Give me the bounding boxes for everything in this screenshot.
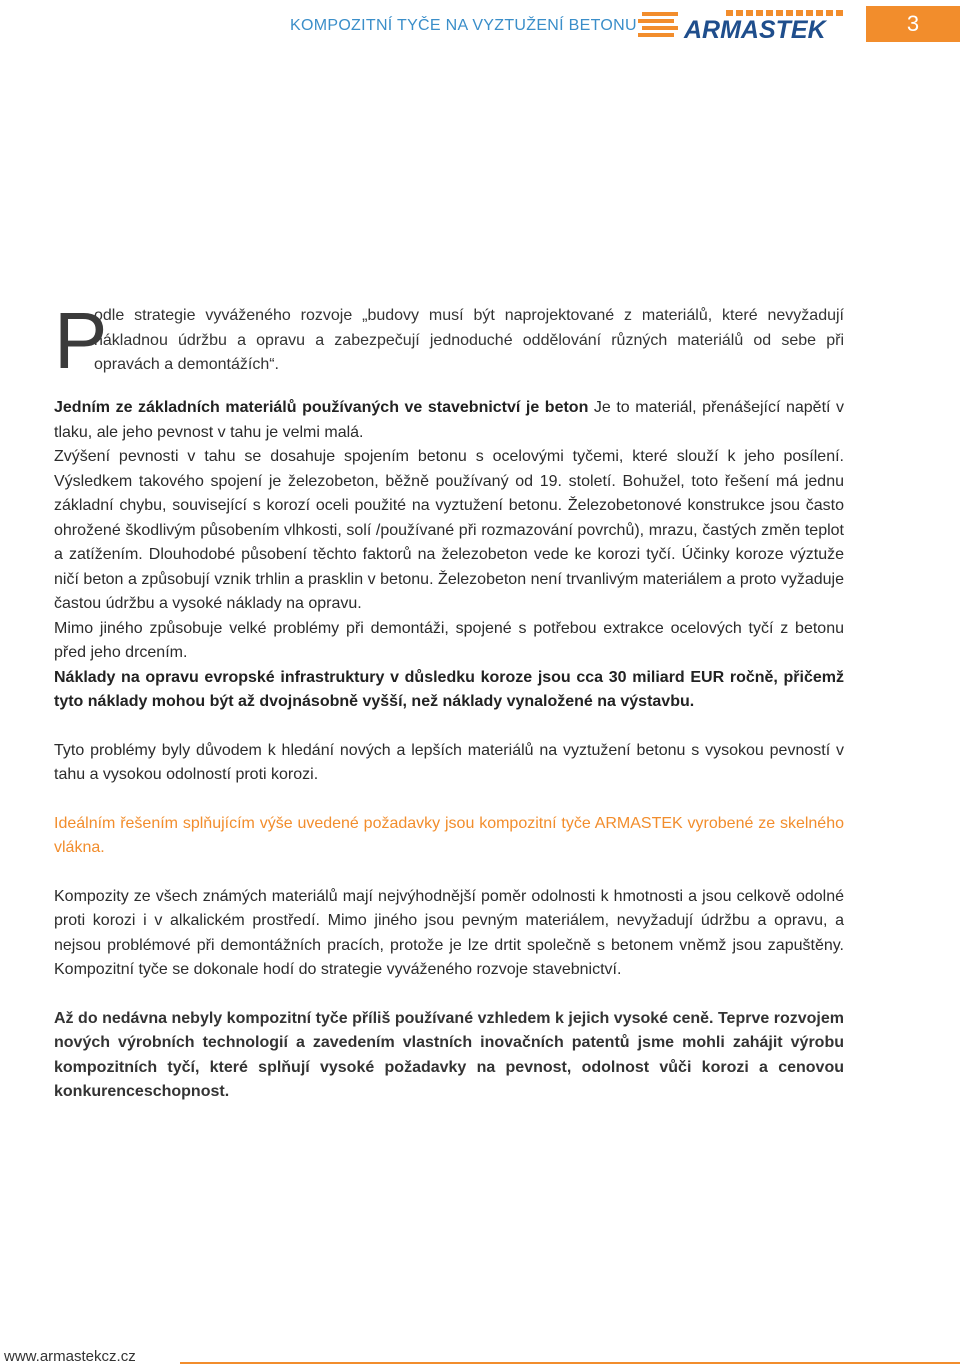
section1-body: Zvýšení pevnosti v tahu se dosahuje spojením betonu s ocelovými tyčemi, které slouží k jeho posílení. Výsledkem takového spojení je železobeton, běžně používaný od 19. století. Bohužel, toto řešení má jednu základní chybu, související s korozí oceli použité na vyztužení betonu. Železobetonové konstrukce jsou často ohrožené škodlivým působením vlhkosti, solí /používané při rozmazování povrchů), mrazu, častých změn teplot a zatížením. Dlouhodobé působení těchto faktorů na železobeton vede ke korozi tyčí. Účinky koroze výztuže ničí beton a způsobují vznik trhlin a prasklin v betonu. Železobeton není trvanlivým materiálem a proto vyžaduje častou údržbu a vysoké náklady na opravu. bbox=[54, 448, 844, 612]
page-number-text: 3 bbox=[906, 11, 920, 36]
footer-divider bbox=[180, 1362, 960, 1364]
section1-lead-rest: Je to materiál, přenášející napětí v tlaku, ale jeho pevnost v tahu je velmi malá. bbox=[54, 399, 845, 441]
section1-costs: Náklady na opravu evropské infrastruktury v důsledku koroze jsou cca 30 miliard EUR ročně, přičemž tyto náklady mohou být až dvojnásobně vyšší, než náklady vynaložené na výstavbu. bbox=[54, 668, 844, 710]
intro-text: odle strategie vyváženého rozvoje „budovy musí být naprojektované z materiálů, které nevyžadují nákladnou údržbu a opravu a zabezpečují jednoduché oddělování různých materiálů od sebe při opravách a demontážích“. bbox=[94, 307, 844, 373]
page-number bbox=[866, 6, 960, 42]
footer-url[interactable]: www.armastekcz.cz bbox=[4, 1348, 136, 1365]
section3-highlight: Ideálním řešením splňujícím výše uvedené požadavky jsou kompozitní tyče ARMASTEK vyrobené ze skelného vlákna. bbox=[54, 814, 844, 856]
section1-demontaz: Mimo jiného způsobuje velké problémy při demontáži, spojené s potřebou extrakce ocelových tyčí z betonu před jeho drcením. bbox=[54, 619, 844, 661]
main-content bbox=[54, 296, 845, 1105]
intro-paragraph bbox=[54, 296, 844, 385]
section5-text: Až do nedávna nebyly kompozitní tyče příliš používané vzhledem k jejich vysoké ceně. Teprve rozvojem nových výrobních technologií a zavedením vlastních inovačních patentů jsme mohli zahájit výrobu kompozitních tyčí, které splňují vysoké požadavky na pevnost, odolnost vůči korozi a cenovou konkurenceschopnost. bbox=[54, 1009, 844, 1100]
header-title: KOMPOZITNÍ TYČE NA VYZTUŽENÍ BETONU bbox=[290, 17, 637, 34]
section4-text: Kompozity ze všech známých materiálů mají nejvýhodnější poměr odolnosti k hmotnosti a jsou celkově odolné proti korozi i v alkalickém prostředí. Mimo jiného jsou pevným materiálem, nevyžadují údržbu a opravu, a nejsou problémové při demontážních pracích, protože je lze drtit společně s betonem vněmž jsou zapuštěny. Kompozitní tyče se dokonale hodí do strategie vyváženého rozvoje stavebnictví. bbox=[54, 887, 844, 978]
dropcap: P bbox=[54, 296, 108, 385]
section1-lead-bold: Jedním ze základních materiálů používaných ve stavebnictví je beton bbox=[54, 399, 589, 416]
section1-lead bbox=[54, 396, 844, 445]
section2-text: Tyto problémy byly důvodem k hledání nových a lepších materiálů na vyztužení betonu s vysokou pevností v tahu a vysokou odolností proti korozi. bbox=[54, 741, 844, 783]
logo-wordmark: ARMASTEK bbox=[684, 16, 826, 40]
armastek-logo bbox=[638, 8, 848, 40]
